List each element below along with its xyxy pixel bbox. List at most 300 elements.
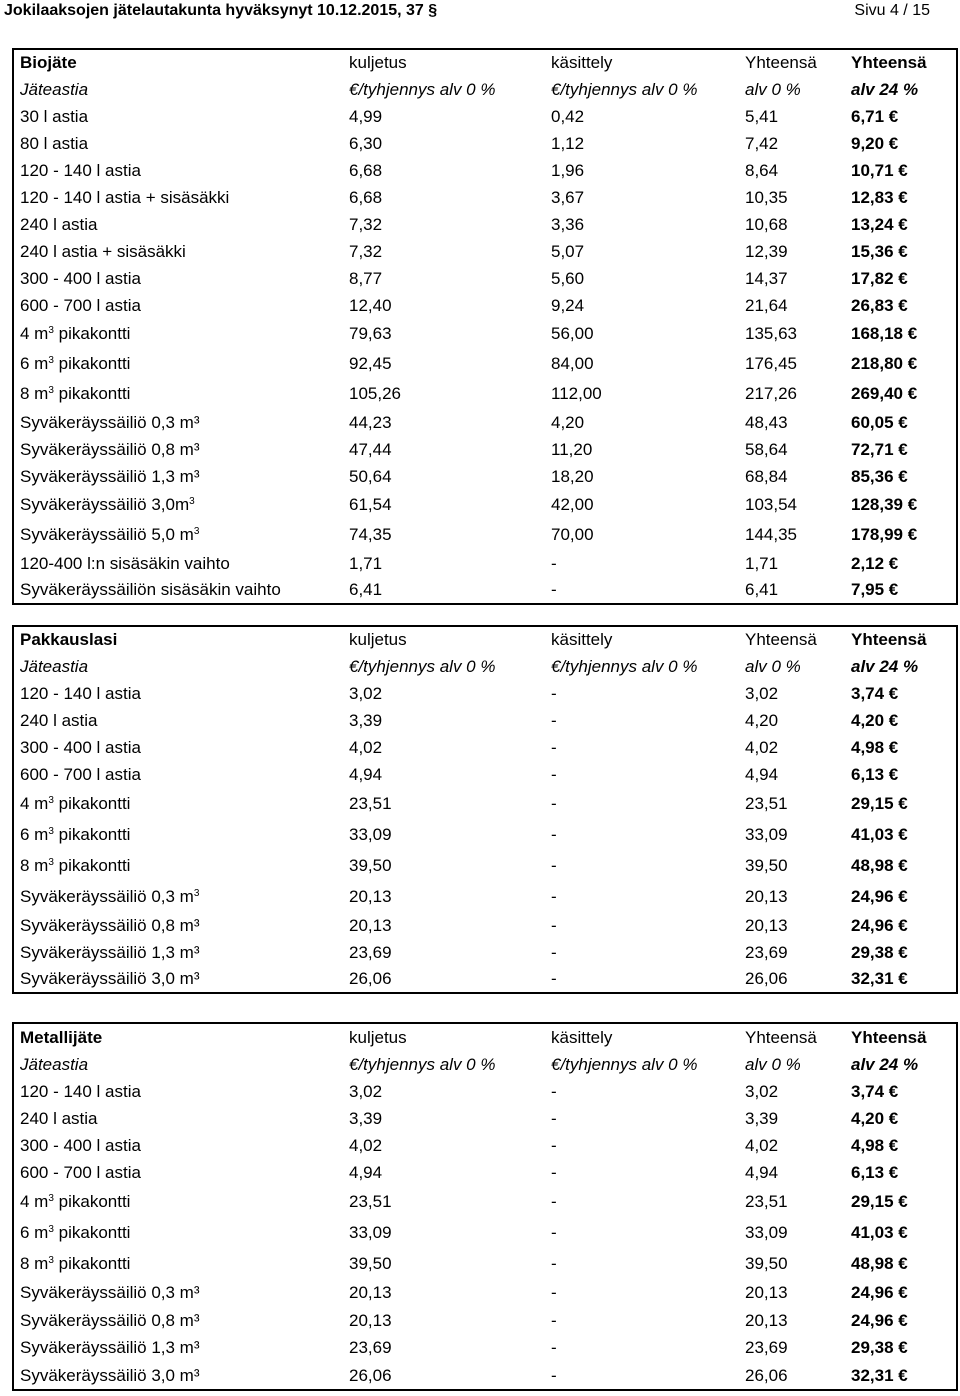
- transport-fee: 20,13: [349, 886, 392, 906]
- total-vat24: 218,80 €: [851, 354, 918, 373]
- total-vat24: 24,96 €: [851, 1283, 908, 1302]
- container-type: [13, 1217, 343, 1248]
- unit-superscript: 3: [48, 355, 54, 366]
- table-row: [13, 211, 957, 238]
- container-type-label: 300 - 400 l astia: [20, 737, 141, 757]
- total-vat0: 217,26: [745, 384, 797, 403]
- table-row: [13, 1334, 957, 1362]
- transport-fee: 4,02: [349, 1135, 383, 1155]
- unit-superscript: 3: [48, 1254, 54, 1266]
- container-type-label: 4 m: [20, 1191, 49, 1211]
- processing-fee: -: [551, 1253, 557, 1273]
- container-type-suffix: pikakontti: [53, 324, 131, 343]
- unit-superscript: 3: [189, 496, 195, 507]
- table-row: [13, 520, 957, 550]
- total-vat24: 29,38 €: [851, 1338, 908, 1357]
- transport-fee: 33,09: [349, 824, 392, 844]
- total-vat0: 8,64: [745, 160, 779, 180]
- transport-fee: 3,39: [349, 710, 383, 730]
- total-vat0: 3,02: [745, 683, 779, 703]
- processing-fee: -: [551, 915, 557, 935]
- total-vat24: 128,39 €: [851, 495, 918, 514]
- processing-fee: 18,20: [551, 466, 594, 486]
- container-type-label: Syväkeräyssäiliö 3,0m: [20, 495, 190, 514]
- total-vat0: 10,68: [745, 214, 788, 234]
- transport-fee: 39,50: [349, 855, 392, 875]
- total-vat0: 4,20: [745, 710, 779, 730]
- container-type-label: 600 - 700 l astia: [20, 295, 141, 315]
- container-type-label: Syväkeräyssäiliö 3,0 m³: [20, 1365, 200, 1385]
- container-type: [13, 265, 343, 292]
- table-row: [13, 490, 957, 520]
- container-type: [13, 379, 343, 409]
- container-type: [13, 1078, 343, 1105]
- container-type-label: 120 - 140 l astia + sisäsäkki: [20, 187, 230, 207]
- container-type: [13, 1307, 343, 1334]
- container-type: [13, 1186, 343, 1217]
- container-type: [13, 1248, 343, 1279]
- total-vat24: 7,95 €: [851, 580, 899, 599]
- processing-fee: -: [551, 942, 557, 962]
- processing-fee: -: [551, 1162, 557, 1182]
- table-row: [13, 1279, 957, 1307]
- total-vat0: 3,02: [745, 1081, 779, 1101]
- container-type: [13, 292, 343, 319]
- processing-fee: -: [551, 1365, 557, 1385]
- total-vat24: 32,31 €: [851, 969, 908, 988]
- total-vat24: 6,13 €: [851, 764, 899, 784]
- table-row: [13, 680, 957, 707]
- container-type: [13, 1334, 343, 1362]
- total-vat0: 7,42: [745, 133, 779, 153]
- table-title: Metallijäte: [20, 1027, 103, 1047]
- total-vat0: 23,51: [745, 1191, 788, 1211]
- transport-fee: 23,51: [349, 1191, 392, 1211]
- total-vat24: 41,03 €: [851, 1222, 908, 1242]
- processing-fee: -: [551, 1108, 557, 1128]
- total-vat0: 5,41: [745, 106, 779, 126]
- processing-fee: -: [551, 737, 557, 757]
- container-type: [13, 157, 343, 184]
- column-header: Yhteensä: [745, 630, 817, 649]
- container-type-label: 600 - 700 l astia: [20, 764, 141, 784]
- container-type: [13, 103, 343, 130]
- pakkauslasi-fee-table: [12, 625, 958, 994]
- unit-superscript: 3: [48, 1192, 54, 1204]
- total-vat0: 20,13: [745, 1283, 788, 1302]
- total-vat0: 20,13: [745, 886, 788, 906]
- column-unit: alv 24 %: [851, 79, 919, 99]
- column-header: Yhteensä: [851, 53, 927, 72]
- container-type: [13, 1362, 343, 1390]
- processing-fee: -: [551, 1081, 557, 1101]
- table-row: [13, 409, 957, 436]
- total-vat0: 103,54: [745, 495, 797, 514]
- document-approval-note: Jokilaaksojen jätelautakunta hyväksynyt 10.12.2015, 37 §: [4, 2, 438, 19]
- table-row: [13, 103, 957, 130]
- transport-fee: 6,41: [349, 580, 383, 599]
- container-type-label: 600 - 700 l astia: [20, 1162, 141, 1182]
- transport-fee: 4,94: [349, 1162, 383, 1182]
- total-vat0: 48,43: [745, 412, 788, 432]
- total-vat24: 4,98 €: [851, 737, 899, 757]
- container-type-label: Syväkeräyssäiliö 0,3 m³: [20, 412, 200, 432]
- table-row: [13, 436, 957, 463]
- processing-fee: 5,07: [551, 241, 585, 261]
- total-vat0: 144,35: [745, 525, 797, 544]
- processing-fee: -: [551, 1283, 557, 1302]
- processing-fee: -: [551, 764, 557, 784]
- table-row: [13, 1105, 957, 1132]
- table-row: [13, 157, 957, 184]
- unit-superscript: 3: [48, 856, 54, 868]
- total-vat0: 14,37: [745, 268, 788, 288]
- container-type: [13, 490, 343, 520]
- column-unit: €/tyhjennys alv 0 %: [349, 1054, 496, 1074]
- transport-fee: 3,39: [349, 1108, 383, 1128]
- processing-fee: -: [551, 793, 557, 813]
- processing-fee: 3,36: [551, 214, 585, 234]
- container-type: [13, 463, 343, 490]
- container-type-label: Syväkeräyssäiliö 0,3 m: [20, 886, 194, 906]
- table-row: [13, 319, 957, 349]
- container-type-label: 240 l astia: [20, 1108, 98, 1128]
- processing-fee: 56,00: [551, 324, 594, 343]
- transport-fee: 92,45: [349, 354, 392, 373]
- transport-fee: 23,51: [349, 793, 392, 813]
- total-vat24: 4,20 €: [851, 710, 899, 730]
- transport-fee: 7,32: [349, 241, 383, 261]
- total-vat0: 68,84: [745, 466, 788, 486]
- container-type-suffix: pikakontti: [53, 1191, 131, 1211]
- total-vat0: 4,02: [745, 1135, 779, 1155]
- total-vat0: 4,02: [745, 737, 779, 757]
- processing-fee: -: [551, 1310, 557, 1330]
- total-vat0: 1,71: [745, 553, 779, 573]
- column-header: Yhteensä: [851, 630, 927, 649]
- total-vat0: 23,51: [745, 793, 788, 813]
- container-type-label: 240 l astia: [20, 214, 98, 234]
- processing-fee: 112,00: [551, 384, 602, 403]
- total-vat0: 26,06: [745, 969, 788, 988]
- container-type: [13, 939, 343, 966]
- processing-fee: 42,00: [551, 495, 594, 514]
- unit-superscript: 3: [48, 325, 54, 336]
- processing-fee: -: [551, 855, 557, 875]
- container-type-label: 120 - 140 l astia: [20, 683, 141, 703]
- unit-superscript: 3: [193, 887, 200, 899]
- container-type: [13, 577, 343, 604]
- processing-fee: 4,20: [551, 412, 585, 432]
- processing-fee: 1,12: [551, 133, 585, 153]
- processing-fee: -: [551, 1222, 557, 1242]
- processing-fee: -: [551, 710, 557, 730]
- transport-fee: 47,44: [349, 439, 392, 459]
- container-type-label: 120-400 l:n sisäsäkin vaihto: [20, 553, 230, 573]
- transport-fee: 26,06: [349, 969, 392, 988]
- table-row: [13, 1159, 957, 1186]
- container-type: [13, 1159, 343, 1186]
- container-type-label: Syväkeräyssäiliön sisäsäkin vaihto: [20, 580, 281, 599]
- table-title: Pakkauslasi: [20, 630, 118, 649]
- table-row: [13, 349, 957, 379]
- container-type: [13, 761, 343, 788]
- container-type-label: 8 m: [20, 384, 49, 403]
- processing-fee: -: [551, 969, 557, 988]
- container-type: [13, 819, 343, 850]
- column-unit: Jäteastia: [20, 656, 89, 676]
- page-number: Sivu 4 / 15: [854, 2, 930, 19]
- processing-fee: 5,60: [551, 268, 585, 288]
- container-type: [13, 1132, 343, 1159]
- container-type-label: Syväkeräyssäiliö 0,8 m³: [20, 1310, 200, 1330]
- container-type-label: Syväkeräyssäiliö 1,3 m³: [20, 1338, 200, 1357]
- column-header: Yhteensä: [745, 1027, 817, 1047]
- processing-fee: -: [551, 1191, 557, 1211]
- total-vat24: 24,96 €: [851, 1310, 908, 1330]
- container-type-label: Syväkeräyssäiliö 0,8 m³: [20, 439, 200, 459]
- container-type-label: 120 - 140 l astia: [20, 160, 141, 180]
- total-vat24: 29,15 €: [851, 1191, 908, 1211]
- column-header: Yhteensä: [745, 53, 817, 72]
- metallijate-fee-table: [12, 1022, 958, 1391]
- transport-fee: 6,68: [349, 160, 383, 180]
- table-row: [13, 1307, 957, 1334]
- processing-fee: 11,20: [551, 439, 593, 459]
- column-unit: €/tyhjennys alv 0 %: [551, 656, 698, 676]
- table-row: [13, 292, 957, 319]
- container-type: [13, 680, 343, 707]
- unit-superscript: 3: [193, 526, 200, 537]
- total-vat24: 2,12 €: [851, 553, 899, 573]
- table-subheader-row: [13, 1051, 957, 1078]
- column-header: Yhteensä: [851, 1027, 927, 1047]
- container-type: [13, 881, 343, 912]
- column-unit: alv 24 %: [851, 656, 919, 676]
- column-header: käsittely: [551, 53, 613, 72]
- container-type-label: 6 m: [20, 1222, 49, 1242]
- total-vat24: 12,83 €: [851, 187, 908, 207]
- transport-fee: 4,02: [349, 737, 383, 757]
- unit-superscript: 3: [48, 385, 54, 396]
- total-vat0: 135,63: [745, 324, 797, 343]
- total-vat0: 33,09: [745, 1222, 788, 1242]
- container-type-suffix: pikakontti: [53, 1253, 131, 1273]
- container-type-label: 120 - 140 l astia: [20, 1081, 141, 1101]
- transport-fee: 79,63: [349, 324, 392, 343]
- container-type-suffix: pikakontti: [53, 793, 131, 813]
- table-row: [13, 1132, 957, 1159]
- transport-fee: 20,13: [349, 1283, 392, 1302]
- table-row: [13, 850, 957, 881]
- total-vat0: 21,64: [745, 295, 788, 315]
- column-unit: Jäteastia: [20, 79, 89, 99]
- container-type: [13, 436, 343, 463]
- container-type: [13, 349, 343, 379]
- processing-fee: -: [551, 886, 557, 906]
- container-type: [13, 319, 343, 349]
- total-vat0: 20,13: [745, 915, 788, 935]
- total-vat24: 32,31 €: [851, 1365, 908, 1385]
- container-type-label: 4 m: [20, 324, 49, 343]
- container-type: [13, 734, 343, 761]
- table-row: [13, 761, 957, 788]
- column-unit: €/tyhjennys alv 0 %: [551, 79, 698, 99]
- table-row: [13, 881, 957, 912]
- container-type-label: 30 l astia: [20, 106, 89, 126]
- unit-superscript: 3: [48, 794, 54, 806]
- total-vat24: 24,96 €: [851, 915, 908, 935]
- container-type: [13, 520, 343, 550]
- transport-fee: 3,02: [349, 1081, 383, 1101]
- transport-fee: 39,50: [349, 1253, 392, 1273]
- total-vat24: 48,98 €: [851, 855, 908, 875]
- total-vat24: 3,74 €: [851, 1081, 899, 1101]
- total-vat0: 23,69: [745, 942, 788, 962]
- total-vat0: 10,35: [745, 187, 788, 207]
- column-unit: alv 24 %: [851, 1054, 919, 1074]
- processing-fee: 70,00: [551, 525, 594, 544]
- table-row: [13, 1217, 957, 1248]
- transport-fee: 1,71: [349, 553, 383, 573]
- total-vat0: 58,64: [745, 439, 788, 459]
- table-row: [13, 1248, 957, 1279]
- total-vat24: 85,36 €: [851, 466, 908, 486]
- processing-fee: 3,67: [551, 187, 585, 207]
- total-vat24: 13,24 €: [851, 214, 908, 234]
- table-header-row: [13, 49, 957, 76]
- total-vat24: 269,40 €: [851, 384, 918, 403]
- container-type-label: 6 m: [20, 354, 49, 373]
- total-vat0: 176,45: [745, 354, 797, 373]
- processing-fee: -: [551, 683, 557, 703]
- container-type: [13, 966, 343, 993]
- container-type-label: 80 l astia: [20, 133, 89, 153]
- total-vat24: 9,20 €: [851, 133, 899, 153]
- transport-fee: 4,99: [349, 106, 383, 126]
- transport-fee: 7,32: [349, 214, 383, 234]
- transport-fee: 50,64: [349, 466, 392, 486]
- column-header: käsittely: [551, 1027, 613, 1047]
- transport-fee: 33,09: [349, 1222, 392, 1242]
- unit-superscript: 3: [48, 1223, 54, 1235]
- container-type-label: 240 l astia + sisäsäkki: [20, 241, 186, 261]
- transport-fee: 8,77: [349, 268, 383, 288]
- container-type-label: 300 - 400 l astia: [20, 268, 141, 288]
- total-vat24: 3,74 €: [851, 683, 899, 703]
- transport-fee: 23,69: [349, 942, 392, 962]
- processing-fee: 9,24: [551, 295, 585, 315]
- column-unit: €/tyhjennys alv 0 %: [349, 656, 496, 676]
- container-type-label: Syväkeräyssäiliö 1,3 m³: [20, 466, 200, 486]
- column-header: käsittely: [551, 630, 613, 649]
- processing-fee: 84,00: [551, 354, 594, 373]
- total-vat24: 10,71 €: [851, 160, 908, 180]
- container-type: [13, 788, 343, 819]
- total-vat24: 48,98 €: [851, 1253, 908, 1273]
- table-header-row: [13, 626, 957, 653]
- table-row: [13, 788, 957, 819]
- transport-fee: 44,23: [349, 412, 392, 432]
- total-vat24: 178,99 €: [851, 525, 918, 544]
- container-type-label: 6 m: [20, 824, 49, 844]
- container-type: [13, 1105, 343, 1132]
- total-vat24: 4,20 €: [851, 1108, 899, 1128]
- transport-fee: 12,40: [349, 295, 392, 315]
- container-type: [13, 409, 343, 436]
- total-vat0: 6,41: [745, 580, 779, 599]
- column-unit: €/tyhjennys alv 0 %: [349, 79, 496, 99]
- processing-fee: -: [551, 1338, 557, 1357]
- transport-fee: 23,69: [349, 1338, 392, 1357]
- transport-fee: 20,13: [349, 915, 392, 935]
- unit-superscript: 3: [48, 825, 54, 837]
- processing-fee: 1,96: [551, 160, 585, 180]
- transport-fee: 105,26: [349, 384, 401, 403]
- container-type: [13, 707, 343, 734]
- table-row: [13, 819, 957, 850]
- table-row: [13, 265, 957, 292]
- table-row: [13, 238, 957, 265]
- table-row: [13, 1362, 957, 1390]
- processing-fee: 0,42: [551, 106, 585, 126]
- table-subheader-row: [13, 653, 957, 680]
- transport-fee: 6,30: [349, 133, 383, 153]
- processing-fee: -: [551, 553, 557, 573]
- transport-fee: 20,13: [349, 1310, 392, 1330]
- table-subheader-row: [13, 76, 957, 103]
- table-row: [13, 463, 957, 490]
- container-type-suffix: pikakontti: [53, 354, 131, 373]
- table-row: [13, 577, 957, 604]
- total-vat0: 33,09: [745, 824, 788, 844]
- container-type-label: 4 m: [20, 793, 49, 813]
- processing-fee: -: [551, 824, 557, 844]
- container-type-label: 8 m: [20, 1253, 49, 1273]
- container-type-suffix: pikakontti: [53, 1222, 131, 1242]
- total-vat24: 15,36 €: [851, 241, 908, 261]
- total-vat24: 4,98 €: [851, 1135, 899, 1155]
- table-row: [13, 130, 957, 157]
- container-type-label: Syväkeräyssäiliö 5,0 m: [20, 525, 194, 544]
- total-vat0: 12,39: [745, 241, 788, 261]
- container-type: [13, 184, 343, 211]
- transport-fee: 4,94: [349, 764, 383, 784]
- transport-fee: 26,06: [349, 1365, 392, 1385]
- table-row: [13, 1186, 957, 1217]
- container-type-label: Syväkeräyssäiliö 1,3 m³: [20, 942, 200, 962]
- total-vat0: 3,39: [745, 1108, 779, 1128]
- processing-fee: -: [551, 1135, 557, 1155]
- container-type: [13, 211, 343, 238]
- total-vat0: 39,50: [745, 855, 788, 875]
- table-title: Biojäte: [20, 53, 77, 72]
- container-type: [13, 130, 343, 157]
- total-vat24: 24,96 €: [851, 886, 908, 906]
- container-type-suffix: pikakontti: [53, 384, 131, 403]
- container-type: [13, 238, 343, 265]
- container-type: [13, 912, 343, 939]
- page-header: [0, 0, 960, 26]
- container-type-suffix: pikakontti: [53, 855, 131, 875]
- column-unit: alv 0 %: [745, 1054, 801, 1074]
- total-vat24: 168,18 €: [851, 324, 918, 343]
- total-vat24: 17,82 €: [851, 268, 908, 288]
- column-unit: alv 0 %: [745, 79, 801, 99]
- table-row: [13, 939, 957, 966]
- transport-fee: 74,35: [349, 525, 392, 544]
- total-vat0: 4,94: [745, 1162, 779, 1182]
